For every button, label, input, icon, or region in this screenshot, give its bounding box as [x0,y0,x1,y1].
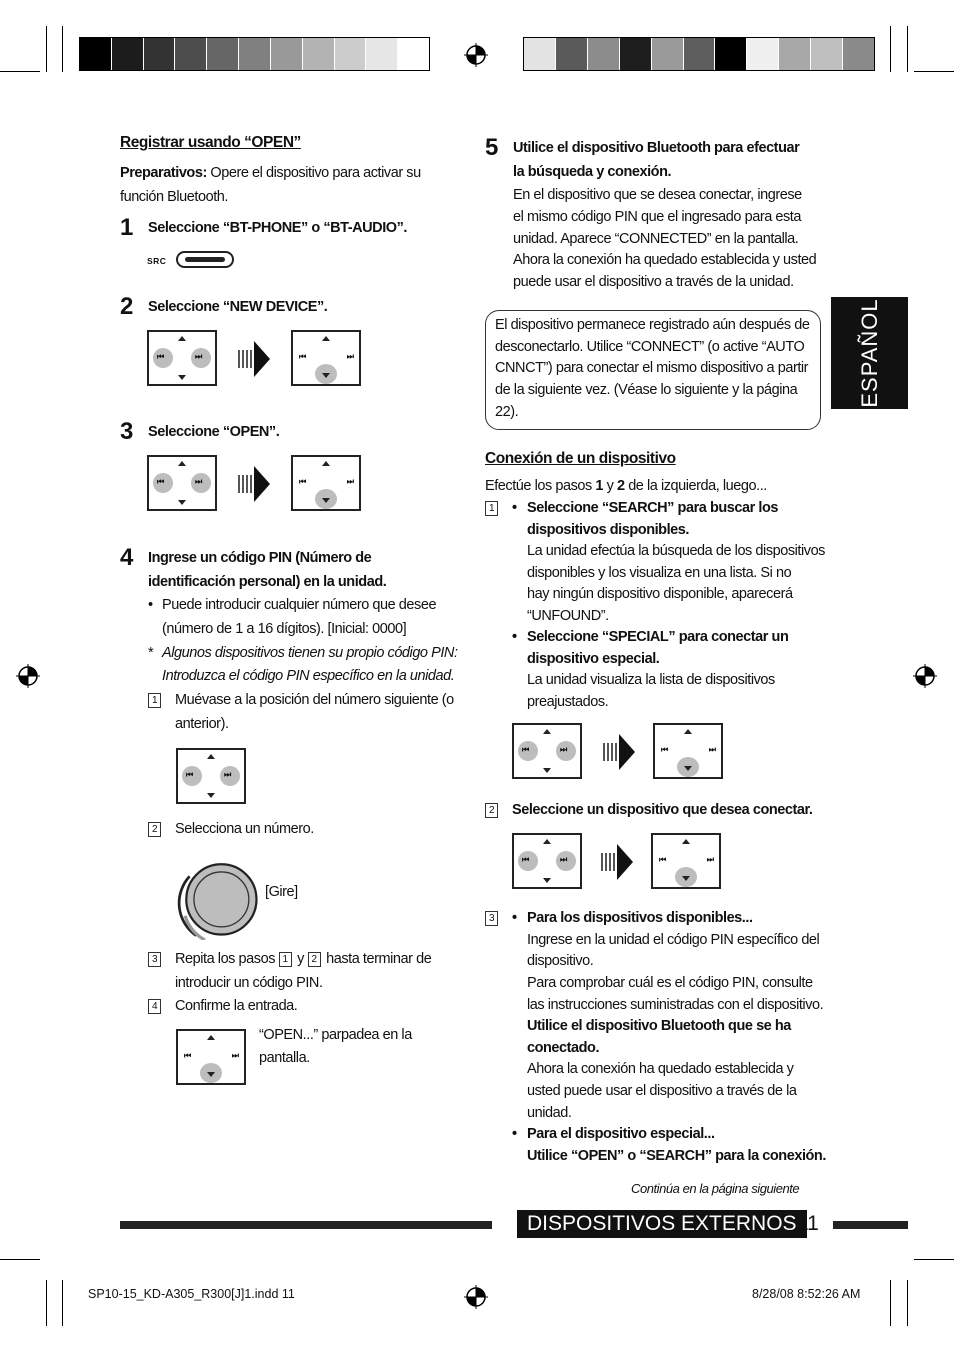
substep-4-number: 4 [148,999,161,1014]
continues-next-page: Continúa en la página siguiente [631,1181,800,1196]
color-swatch [366,38,398,70]
color-swatch [144,38,176,70]
color-swatch [843,38,874,70]
step-5-text-2: la búsqueda y conexión. [513,164,672,180]
conn-substep-2 [485,800,500,822]
available-para-6: usted puede usar el dispositivo a través de la [527,1083,797,1099]
slug-file-name: SP10-15_KD-A305_R300[J]1.indd 11 [88,1287,295,1301]
substep-1-text-2: anterior). [175,716,229,732]
color-swatch [398,38,429,70]
color-swatch [684,38,716,70]
substep-4 [148,996,163,1018]
arrow-right-icon [238,466,272,502]
color-swatch [524,38,556,70]
step-1-text: Seleccione “BT-PHONE” o “BT-AUDIO”. [148,220,407,236]
search-para-4: “UNFOUND”. [527,608,609,624]
available-para-1: Ingrese en la unidad el código PIN específico del [527,932,820,948]
control-pad-illustration: ⏮ ⏭ [512,723,582,779]
bullet-text-2: (número de 1 a 16 dígitos). [Inicial: 0000] [162,621,407,637]
color-swatch [811,38,843,70]
bullet-text-1: Puede introducir cualquier número que desee [162,597,437,613]
note-box-text-4: de la siguiente vez. (Véase lo siguiente y la página [495,382,798,398]
color-swatch [620,38,652,70]
color-bar-right [523,37,875,71]
step-2-number: 2 [120,293,134,320]
available-para-2: dispositivo. [527,953,594,969]
note-text-2: Introduzca el código PIN específico en la unidad. [162,668,455,684]
available-bold-1: Utilice el dispositivo Bluetooth que se ha [527,1018,791,1034]
asterisk: * [148,645,154,661]
conn-substep-3 [485,908,500,930]
color-swatch [335,38,367,70]
src-button-icon [176,251,234,268]
control-pad-press-down-illustration: ⏮ ⏭ [653,723,723,779]
note-box-text-3: CNNCT”) para conectar el mismo dispositivo a partir [495,360,809,376]
bullet: • [512,910,517,926]
conn-substep-2-number: 2 [485,803,498,818]
search-para-2: disponibles y los visualiza en una lista. Si no [527,565,792,581]
available-para-5: Ahora la conexión ha quedado establecida y [527,1061,794,1077]
note-box-text-5: 22). [495,404,519,420]
step-5-text-1: Utilice el dispositivo Bluetooth para efectuar [513,140,800,156]
control-pad-press-down-illustration: ⏮ ⏭ [651,833,721,889]
prep-text-2: función Bluetooth. [120,189,228,205]
step-ref-box: 1 [279,952,292,967]
search-bullet-2: dispositivos disponibles. [527,522,689,538]
step-5-para-5: puede usar el dispositivo a través de la unidad. [513,274,794,290]
control-pad-illustration: ⏮ ⏭ [147,330,217,386]
color-swatch [588,38,620,70]
color-swatch [715,38,747,70]
special-para-2: preajustados. [527,694,609,710]
connection-section-title: Conexión de un dispositivo [485,450,676,467]
step-3-text: Seleccione “OPEN”. [148,424,280,440]
arrow-right-icon [238,341,272,377]
open-blink-text-1: “OPEN...” parpadea en la [259,1027,412,1043]
registration-mark-left [15,663,41,689]
substep-2-text: Selecciona un número. [175,821,314,837]
section-title-open: Registrar usando “OPEN” [120,134,301,151]
special-device-text: Utilice “OPEN” o “SEARCH” para la conexión. [527,1148,826,1164]
step-2-text: Seleccione “NEW DEVICE”. [148,299,328,315]
prep-line [120,163,421,185]
page-number: 11 [797,1212,819,1235]
conn-substep-2-text: Seleccione un dispositivo que desea conectar. [512,802,813,818]
footer-rule-left [120,1221,492,1229]
step-4-text-2: identificación personal) en la unidad. [148,574,387,590]
color-swatch [80,38,112,70]
conn-substep-1 [485,498,500,520]
language-tab-label: ESPAÑOL [856,298,882,408]
prep-text: Opere el dispositivo para activar su [206,165,421,181]
color-swatch [652,38,684,70]
open-blink-text-2: pantalla. [259,1050,310,1066]
registration-mark-right [912,663,938,689]
available-devices-heading: Para los dispositivos disponibles... [527,910,753,926]
src-button-illustration [147,250,237,272]
special-para-1: La unidad visualiza la lista de dispositivos [527,672,775,688]
color-swatch [207,38,239,70]
footer-section-title: DISPOSITIVOS EXTERNOS [517,1210,807,1238]
substep-1-text-1: Muévase a la posición del número siguiente (o [175,692,454,708]
control-pad-press-down-illustration: ⏮ ⏭ [291,330,361,386]
conn-substep-1-number: 1 [485,501,498,516]
available-para-3: Para comprobar cuál es el código PIN, consulte [527,975,813,991]
conn-substep-3-number: 3 [485,911,498,926]
color-swatch [747,38,779,70]
substep-1-number: 1 [148,693,161,708]
step-4-text-1: Ingrese un código PIN (Número de [148,550,372,566]
substep-1 [148,690,163,712]
connection-intro: Efectúe los pasos 1 y 2 de la izquierda, luego... [485,478,767,494]
step-5-number: 5 [485,134,499,161]
gire-label: [Gire] [265,884,298,900]
prep-label: Preparativos: [120,165,207,181]
control-pad-illustration: ⏮ ⏭ [176,748,246,804]
bullet: • [512,500,517,516]
note-box-text-1: El dispositivo permanece registrado aún después de [495,317,810,333]
search-bullet-1: Seleccione “SEARCH” para buscar los [527,500,778,516]
step-3-number: 3 [120,418,134,445]
substep-2 [148,819,163,841]
color-swatch [303,38,335,70]
src-label: SRC [147,256,167,266]
color-swatch [112,38,144,70]
special-bullet-2: dispositivo especial. [527,651,660,667]
available-bold-2: conectado. [527,1040,600,1056]
color-swatch [239,38,271,70]
substep-3-number: 3 [148,952,161,967]
step-5-para-4: Ahora la conexión ha quedado establecida y usted [513,252,817,268]
step-ref-box: 2 [308,952,321,967]
substep-3 [148,949,163,971]
control-pad-illustration: ⏮ ⏭ [512,833,582,889]
color-swatch [556,38,588,70]
special-device-heading: Para el dispositivo especial... [527,1126,715,1142]
bullet: • [148,597,153,613]
step-5-para-2: el mismo código PIN que el ingresado para esta [513,209,801,225]
bullet: • [512,629,517,645]
arrow-right-icon [603,734,637,770]
substep-3-text: Repita los pasos 1 y 2 hasta terminar de [175,951,432,967]
step-5-para-3: unidad. Aparece “CONNECTED” en la pantalla. [513,231,799,247]
color-swatch [175,38,207,70]
control-pad-press-down-illustration: ⏮ ⏭ [176,1029,246,1085]
step-5-para-1: En el dispositivo que se desea conectar, ingrese [513,187,802,203]
color-swatch [271,38,303,70]
bullet: • [512,1126,517,1142]
arrow-right-icon [601,844,635,880]
step-4-number: 4 [120,544,134,571]
slug-date: 8/28/08 8:52:26 AM [752,1287,861,1301]
substep-4-text: Confirme la entrada. [175,998,298,1014]
note-box-text-2: desconectarlo. Utilice “CONNECT” (o active “AUTO [495,339,805,355]
search-para-3: hay ningún dispositivo disponible, aparecerá [527,586,793,602]
available-para-7: unidad. [527,1105,572,1121]
special-bullet-1: Seleccione “SPECIAL” para conectar un [527,629,789,645]
control-pad-press-down-illustration: ⏮ ⏭ [291,455,361,511]
search-para-1: La unidad efectúa la búsqueda de los dispositivos [527,543,825,559]
registration-mark-bottom [463,1284,489,1310]
language-tab [831,297,908,409]
available-para-4: las instrucciones suministradas con el dispositivo. [527,997,824,1013]
substep-3-text-2: introducir un código PIN. [175,975,323,991]
step-1-number: 1 [120,214,134,241]
registration-mark-top [463,42,489,68]
footer-rule-right [833,1221,908,1229]
color-swatch [779,38,811,70]
note-text-1: Algunos dispositivos tienen su propio código PIN: [162,645,458,661]
control-pad-illustration: ⏮ ⏭ [147,455,217,511]
color-bar-left [79,37,430,71]
volume-knob-rotate-icon [172,850,262,940]
substep-2-number: 2 [148,822,161,837]
